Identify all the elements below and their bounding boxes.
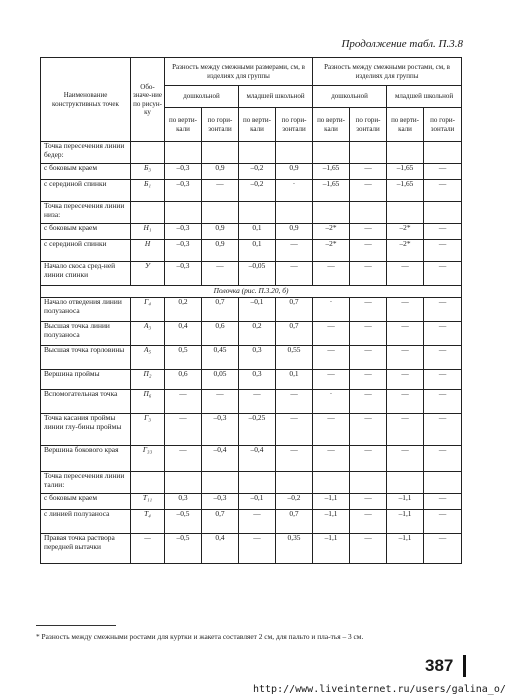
table-row: [41, 534, 462, 564]
cell-value: —: [276, 414, 313, 446]
table-row: [41, 390, 462, 414]
cell-value: —: [424, 346, 462, 370]
cell-value: –0,3: [165, 240, 202, 262]
header-name-column: Наименование конструктивных точек: [41, 58, 131, 142]
cell-value: [350, 142, 387, 164]
cell-value: —: [313, 262, 350, 286]
cell-value: 0,3: [239, 370, 276, 390]
cell-value: 0,7: [276, 510, 313, 534]
cell-value: —: [202, 180, 239, 202]
cell-value: —: [424, 534, 462, 564]
table-row: [41, 164, 462, 180]
cell-value: 0,3: [239, 346, 276, 370]
cell-value: —: [165, 446, 202, 472]
cell-value: –1,65: [387, 180, 424, 202]
row-symbol: А₅: [131, 346, 165, 370]
row-name: с серединой спинки: [41, 180, 131, 202]
cell-value: 0,7: [276, 298, 313, 322]
table-row: [41, 298, 462, 322]
cell-value: —: [350, 446, 387, 472]
header-symbol-column: Обо-значе-ние по рисун-ку: [131, 58, 165, 142]
header-horizontal: по гори-зонтали: [276, 108, 313, 142]
cell-value: —: [387, 414, 424, 446]
header-group-heights: Разность между смежными ростами, см, в изделиях для группы: [313, 58, 462, 86]
cell-value: —: [276, 240, 313, 262]
cell-value: —: [313, 414, 350, 446]
row-symbol: —: [131, 534, 165, 564]
cell-value: ·: [313, 390, 350, 414]
cell-value: –1,1: [313, 534, 350, 564]
cell-value: 0,9: [202, 164, 239, 180]
cell-value: –0,4: [239, 446, 276, 472]
cell-value: –1,65: [387, 164, 424, 180]
row-name: Начало скоса сред-ней линии спинки: [41, 262, 131, 286]
cell-value: —: [424, 414, 462, 446]
table-row: [41, 446, 462, 472]
cell-value: —: [350, 370, 387, 390]
cell-value: 0,7: [202, 298, 239, 322]
cell-value: –1,1: [387, 494, 424, 510]
cell-value: –0,4: [202, 446, 239, 472]
row-name: Правая точка раствора передней вытачки: [41, 534, 131, 564]
row-symbol: Н₁: [131, 224, 165, 240]
cell-value: [424, 472, 462, 494]
table-header: [41, 58, 462, 142]
cell-value: —: [424, 446, 462, 472]
cell-value: –0,25: [239, 414, 276, 446]
table-row: [41, 142, 462, 164]
cell-value: 0,6: [165, 370, 202, 390]
row-symbol: Т₄: [131, 510, 165, 534]
cell-value: [313, 142, 350, 164]
row-name: Точка пересечения линии низа:: [41, 202, 131, 224]
cell-value: 0,9: [276, 164, 313, 180]
cell-value: –0,3: [202, 494, 239, 510]
row-name: с боковым краем: [41, 494, 131, 510]
header-preschool-1: дошкольной: [165, 86, 239, 108]
cell-value: 0,05: [202, 370, 239, 390]
cell-value: —: [424, 298, 462, 322]
cell-value: –0,2: [276, 494, 313, 510]
cell-value: –0,2: [239, 164, 276, 180]
table-row: [41, 202, 462, 224]
table-row: [41, 346, 462, 370]
row-name: с серединой спинки: [41, 240, 131, 262]
cell-value: —: [387, 346, 424, 370]
cell-value: 0,45: [202, 346, 239, 370]
header-horizontal: по гори-зонтали: [202, 108, 239, 142]
cell-value: 0,4: [165, 322, 202, 346]
data-table: [40, 57, 462, 564]
cell-value: —: [165, 414, 202, 446]
table-row: [41, 262, 462, 286]
cell-value: —: [424, 322, 462, 346]
cell-value: —: [387, 322, 424, 346]
row-name: с боковым краем: [41, 224, 131, 240]
cell-value: —: [387, 390, 424, 414]
footnote: * Разность между смежными ростами для куртки и жакета составляет 2 см, для пальто и пла-тья – 3 см.: [36, 632, 364, 641]
cell-value: —: [350, 494, 387, 510]
header-group-sizes: Разность между смежными размерами, см, в изделиях для группы: [165, 58, 313, 86]
cell-value: [350, 472, 387, 494]
cell-value: –0,3: [165, 224, 202, 240]
cell-value: [424, 202, 462, 224]
header-vertical: по верти-кали: [313, 108, 350, 142]
cell-value: –1,1: [313, 510, 350, 534]
cell-value: –0,3: [202, 414, 239, 446]
cell-value: [239, 202, 276, 224]
row-symbol: [131, 142, 165, 164]
cell-value: —: [387, 446, 424, 472]
header-vertical: по верти-кали: [239, 108, 276, 142]
cell-value: [313, 202, 350, 224]
cell-value: —: [313, 322, 350, 346]
row-name: Высшая точка линии полузаноса: [41, 322, 131, 346]
cell-value: —: [424, 180, 462, 202]
cell-value: [313, 472, 350, 494]
data-table-wrapper: [40, 57, 461, 564]
cell-value: —: [313, 370, 350, 390]
cell-value: —: [424, 224, 462, 240]
cell-value: –1,1: [313, 494, 350, 510]
cell-value: ·: [276, 180, 313, 202]
cell-value: –2*: [313, 224, 350, 240]
row-name: Вершина бокового края: [41, 446, 131, 472]
cell-value: —: [239, 510, 276, 534]
cell-value: [239, 472, 276, 494]
row-symbol: Н: [131, 240, 165, 262]
cell-value: [387, 202, 424, 224]
cell-value: –0,3: [165, 180, 202, 202]
cell-value: —: [350, 414, 387, 446]
cell-value: –0,5: [165, 510, 202, 534]
cell-value: [276, 472, 313, 494]
table-body: [41, 142, 462, 564]
row-name: Вспомогательная точка: [41, 390, 131, 414]
row-name: с линией полузаноса: [41, 510, 131, 534]
cell-value: 0,6: [202, 322, 239, 346]
row-symbol: П₂: [131, 370, 165, 390]
cell-value: —: [424, 262, 462, 286]
cell-value: —: [424, 370, 462, 390]
cell-value: –2*: [313, 240, 350, 262]
cell-value: —: [313, 446, 350, 472]
cell-value: —: [424, 510, 462, 534]
row-name: Точка пересечения линии бедер:: [41, 142, 131, 164]
cell-value: 0,9: [276, 224, 313, 240]
cell-value: ·: [313, 298, 350, 322]
cell-value: —: [350, 346, 387, 370]
cell-value: [202, 202, 239, 224]
cell-value: –0,3: [165, 262, 202, 286]
cell-value: —: [350, 322, 387, 346]
header-vertical: по верти-кали: [387, 108, 424, 142]
cell-value: [387, 142, 424, 164]
table-row: [41, 370, 462, 390]
table-row: [41, 322, 462, 346]
table-row: [41, 494, 462, 510]
table-row: [41, 472, 462, 494]
cell-value: –1,65: [313, 164, 350, 180]
table-row: [41, 240, 462, 262]
row-name: Начало отведения линии полузаноса: [41, 298, 131, 322]
cell-value: [276, 142, 313, 164]
row-symbol: Б₁: [131, 180, 165, 202]
cell-value: –1,65: [313, 180, 350, 202]
table-caption: Продолжение табл. П.3.8: [341, 38, 463, 50]
cell-value: –2*: [387, 224, 424, 240]
cell-value: [276, 202, 313, 224]
section-label: Полочка (рис. П.3.20, б): [41, 286, 462, 298]
cell-value: —: [239, 534, 276, 564]
cell-value: —: [424, 164, 462, 180]
table-section-row: [41, 286, 462, 298]
cell-value: —: [350, 262, 387, 286]
cell-value: 0,9: [202, 224, 239, 240]
cell-value: –0,2: [239, 180, 276, 202]
cell-value: —: [165, 390, 202, 414]
row-symbol: У: [131, 262, 165, 286]
cell-value: 0,2: [239, 322, 276, 346]
cell-value: —: [350, 164, 387, 180]
row-name: Точка пересечения линии талии:: [41, 472, 131, 494]
cell-value: —: [313, 346, 350, 370]
table-row: [41, 510, 462, 534]
cell-value: [202, 472, 239, 494]
cell-value: —: [276, 446, 313, 472]
header-preschool-2: дошкольной: [313, 86, 387, 108]
cell-value: —: [350, 240, 387, 262]
cell-value: 0,2: [165, 298, 202, 322]
cell-value: [165, 142, 202, 164]
cell-value: —: [276, 262, 313, 286]
cell-value: 0,1: [276, 370, 313, 390]
cell-value: [239, 142, 276, 164]
cell-value: 0,3: [165, 494, 202, 510]
row-symbol: А₃: [131, 322, 165, 346]
cell-value: —: [387, 370, 424, 390]
cell-value: —: [276, 390, 313, 414]
row-symbol: [131, 202, 165, 224]
row-symbol: Г₃₃: [131, 446, 165, 472]
header-junior-1: младшей школьной: [239, 86, 313, 108]
cell-value: [202, 142, 239, 164]
table-row: [41, 180, 462, 202]
page-number: 387: [425, 656, 454, 675]
cell-value: –1,1: [387, 534, 424, 564]
row-symbol: Б₃: [131, 164, 165, 180]
cell-value: –0,3: [165, 164, 202, 180]
cell-value: —: [350, 180, 387, 202]
cell-value: 0,7: [276, 322, 313, 346]
row-name: с боковым краем: [41, 164, 131, 180]
source-url: http://www.liveinternet.ru/users/galina_o/: [253, 684, 506, 695]
cell-value: —: [350, 510, 387, 534]
cell-value: [424, 142, 462, 164]
table-row: [41, 224, 462, 240]
cell-value: 0,7: [202, 510, 239, 534]
cell-value: —: [424, 390, 462, 414]
cell-value: —: [387, 262, 424, 286]
table-row: [41, 414, 462, 446]
cell-value: —: [350, 534, 387, 564]
row-symbol: Г₄: [131, 298, 165, 322]
cell-value: –2*: [387, 240, 424, 262]
header-vertical: по верти-кали: [165, 108, 202, 142]
header-horizontal: по гори-зонтали: [424, 108, 462, 142]
cell-value: –0,05: [239, 262, 276, 286]
cell-value: —: [350, 390, 387, 414]
cell-value: [350, 202, 387, 224]
cell-value: 0,9: [202, 240, 239, 262]
row-name: Точка касания проймы линии глу-бины проймы: [41, 414, 131, 446]
cell-value: —: [350, 298, 387, 322]
row-symbol: Т₁₁: [131, 494, 165, 510]
cell-value: 0,35: [276, 534, 313, 564]
row-symbol: П₆: [131, 390, 165, 414]
row-symbol: Г₃: [131, 414, 165, 446]
header-junior-2: младшей школьной: [387, 86, 462, 108]
cell-value: —: [202, 262, 239, 286]
page-number-bar: [463, 655, 466, 677]
cell-value: [387, 472, 424, 494]
cell-value: —: [387, 298, 424, 322]
footnote-rule: [36, 625, 116, 626]
cell-value: —: [424, 240, 462, 262]
cell-value: 0,1: [239, 224, 276, 240]
cell-value: —: [239, 390, 276, 414]
cell-value: —: [350, 224, 387, 240]
cell-value: 0,1: [239, 240, 276, 262]
cell-value: –1,1: [387, 510, 424, 534]
cell-value: —: [202, 390, 239, 414]
cell-value: [165, 202, 202, 224]
cell-value: –0,1: [239, 494, 276, 510]
cell-value: —: [424, 494, 462, 510]
row-symbol: [131, 472, 165, 494]
cell-value: –0,5: [165, 534, 202, 564]
header-horizontal: по гори-зонтали: [350, 108, 387, 142]
row-name: Высшая точка горловины: [41, 346, 131, 370]
row-name: Вершина проймы: [41, 370, 131, 390]
cell-value: 0,4: [202, 534, 239, 564]
cell-value: [165, 472, 202, 494]
cell-value: 0,5: [165, 346, 202, 370]
cell-value: –0,1: [239, 298, 276, 322]
cell-value: 0,55: [276, 346, 313, 370]
